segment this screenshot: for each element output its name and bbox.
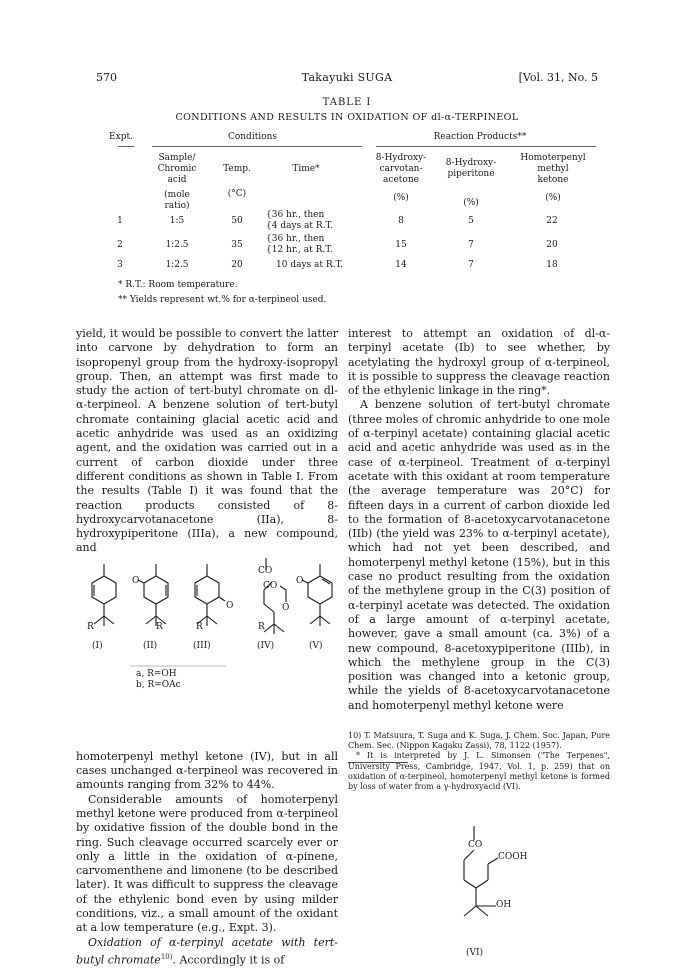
atom-label: OH [496, 900, 512, 910]
structure-VI [450, 820, 540, 970]
col-head-expt: Expt. [109, 132, 133, 142]
right-column [348, 327, 610, 792]
head-rule-expt [118, 146, 134, 147]
atom-label: O [226, 601, 234, 611]
col-p2-header: 8-Hydroxy- piperitone (%) [445, 158, 497, 208]
table-caption: CONDITIONS AND RESULTS IN OXIDATION OF dl-α-TERPINEOL [175, 112, 519, 123]
structure-II [138, 564, 168, 626]
table-note-2: ** Yields represent wt.% for α-terpineol used. [118, 295, 327, 305]
atom-label: R [156, 622, 163, 632]
footnote-star: * It is interpreted by J. L. Simonsen ("The Terpenes", University Press, Cambridge, 1947, Vol. 1, p. 259) that on oxidation of α-terpineol, homoterpenyl methyl ketone is formed by loss of water from a γ-hydroxyacid (VI). [348, 751, 610, 792]
footnote-10: 10) T. Matsuura, T. Suga and K. Suga, J. Chem. Soc. Japan, Pure Chem. Sec. (Nippon Kagaku Zassi), 78, 1122 (1957). [348, 731, 610, 751]
paragraph: Considerable amounts of homoterpenyl methyl ketone were produced from α-terpineol by oxidative fission of the double bond in the ring. Such cleavage occurred scarcely ever or only a little in the oxidation of α-pinene, carvomenthene and limonene (to be described later). It was difficult to suppress the cleavage of the ethylenic bond even by using milder conditions, viz., a small amount of the oxidant at a low temperature (e.g., Expt. 3). [76, 792, 338, 935]
structure-label: (VI) [466, 948, 484, 958]
structure-label: (III) [193, 641, 211, 651]
col-p1-header: 8-Hydroxy- carvotan- acetone (%) [375, 153, 427, 203]
col-head-conditions: Conditions [227, 132, 278, 142]
structure-label: (V) [309, 641, 323, 651]
structure-label: (II) [143, 641, 158, 651]
paragraph: homoterpenyl methyl ketone (IV), but in all cases unchanged α-terpineol was recovered in amounts ranging from 32% to 44%. [76, 749, 338, 792]
atom-label: COOH [498, 852, 528, 862]
col-temp-header: Temp. (°C) [223, 164, 251, 199]
head-rule-products [376, 146, 596, 147]
col-time-header: Time* [292, 164, 320, 174]
atom-label: O [282, 603, 290, 613]
table-number: TABLE I [322, 97, 372, 108]
atom-label: O [132, 576, 140, 586]
atom-label: CO [263, 581, 278, 591]
atom-label: CO [258, 566, 273, 576]
atom-label: R [196, 622, 203, 632]
volume-info: [Vol. 31, No. 5 [518, 71, 598, 84]
atom-label: CO [468, 840, 483, 850]
atom-label: R [258, 622, 265, 632]
structure-label: (IV) [257, 641, 275, 651]
col-head-products: Reaction Products** [433, 132, 527, 142]
section-heading: Oxidation of α-terpinyl acetate with tert-butyl chromate [76, 935, 338, 967]
author-name: Takayuki SUGA [301, 71, 393, 84]
head-rule-conditions [152, 146, 362, 147]
structure-III [195, 564, 225, 626]
footnote-rule [348, 762, 408, 763]
paragraph: yield, it would be possible to convert the latter into carvone by dehydration to form an isopropenyl group from the hydroxy-isopropyl group. Then, an attempt was first made to study the action of tert-butyl chromate on dl-α-terpineol. A benzene solution of tert-butyl chromate containing glacial acetic acid and acetic anhydride was used as an oxidizing agent, and the oxidation was carried out in a current of carbon dioxide under three different conditions as shown in Table I. From the results (Table I) it was found that the reaction products consisted of 8-hydroxycarvotanacetone (IIa), 8-hydroxypiperitone (IIIa), a new compound, and [76, 327, 338, 555]
paragraph: Oxidation of α-terpinyl acetate with tert-butyl chromate$^{10)}$. Accordingly it is of [76, 935, 338, 967]
substituent-a: a, R=OH [136, 669, 177, 679]
substituent-b: b, R=OAc [136, 680, 181, 690]
running-header [96, 71, 598, 87]
structure-label: (I) [92, 641, 103, 651]
structure-V [302, 564, 332, 626]
table-note-1: * R.T.: Room temperature. [118, 280, 238, 290]
col-p3-header: Homoterpenyl methyl ketone (%) [520, 153, 586, 203]
structure-I [92, 564, 116, 626]
paragraph: A benzene solution of tert-butyl chromate (three moles of chromic anhydride to one mole of α-terpinyl acetate) containing glacial acetic acid and acetic anhydride was used as in the case of α-terpineol. Treatment of α-terpinyl acetate with this oxidant at room temperature (the average temperature was 20°C) for fifteen days in a current of carbon dioxide led to the formation of 8-acetoxycarvotanacetone (IIb) (the yield was 23% to α-terpinyl acetate), which had not yet been described, and homoterpenyl methyl ketone (15%), but in this case no product resulting from the oxidation of the methylene group in the C(3) position of α-terpinyl acetate was detected. The oxidation of a large amount of α-terpinyl acetate, however, gave a small amount (ca. 3%) of a new compound, 8-acetoxypiperitone (IIIb), in which the methylene group in the C(3) position was changed into a ketonic group, while the yields of 8-acetoxycarvotanacetone and homoterpenyl methyl ketone were [348, 398, 610, 712]
page: 570 Takayuki SUGA [Vol. 31, No. 5 TABLE I CONDITIONS AND RESULTS IN OXIDATION OF dl-α-TERPINEOL Expt. Conditions Reaction Products** Sample/ Chromic acid (mole ratio) Temp. (°C) Time* 8-Hydroxy- carvotan- acetone (%) 8-Hydroxy- piperitone (%) Homoterpenyl methyl ketone (%) 1 1:5 50 {36 hr., then {4 days at R.T. 8 5 22 2 1:2.5 35 {36 hr., then {12 hr., at R.T. 15 7 20 3 1:2.5 20 10 days at R.T. 14 7 18 * R.T.: Room temperature. ** Yields represent wt.% for α-terpineol used. yield, it would be possible to convert the latter into carvone by dehydration to form an isopropenyl group from the hydroxy-isopropyl group. Then, an attempt was first made to study the action of tert-butyl chromate on dl-α-terpineol. A benzene solution of tert-butyl chromate containing glacial acetic acid and acetic anhydride was used as an oxidizing agent, and the oxidation was carried out in a current of carbon dioxide under three different conditions as shown in Table I. From the results (Table I) it was found that the reaction products consisted of 8-hydroxycarvotanacetone (IIa), 8-hydroxypiperitone (IIIa), a new compound, and homoterpenyl methyl ketone (IV), but in all cases unchanged α-terpineol was recovered in amounts ranging from 32% to 44%. Considerable amounts of homoterpenyl methyl ketone were produced from α-terpineol by oxidative fission of the double bond in the ring. Such cleavage occurred scarcely ever or only a little in the oxidation of α-pinene, carvomenthene and limonene (to be described later). It was difficult to suppress the cleavage of the ethylenic bond even by using milder conditions, viz., a small amount of the oxidant at a low temperature (e.g., Expt. 3). Oxidation of α-terpinyl acetate with tert-butyl chromate$^{10)}$. Accordingly it is of O O CO CO O O R R R R (I) (II) (III) (IV) (V) a, R=OH b, R=OAc interest to attempt an oxidation of dl-α-terpinyl acetate (Ib) to see whether, by acetylating the hydroxyl group of α-terpineol, it is possible to suppress the cleavage reaction of the ethylenic linkage in the ring*. A benzene solution of tert-butyl chromate (three moles of chromic anhydride to one mole of α-terpinyl acetate) containing glacial acetic acid and acetic anhydride was used as in the case of α-terpineol. Treatment of α-terpinyl acetate with this oxidant at room temperature (the average temperature was 20°C) for fifteen days in a current of carbon dioxide led to the formation of 8-acetoxycarvotanacetone (IIb) (the yield was 23% to α-terpinyl acetate), which had not yet been described, and homoterpenyl methyl ketone (15%), but in this case no product resulting from the oxidation of the methylene group in the C(3) position of α-terpinyl acetate was detected. The oxidation of a large amount of α-terpinyl acetate, however, gave a small amount (ca. 3%) of a new compound, 8-acetoxypiperitone (IIIb), in which the methylene group in the C(3) position was changed into a ketonic group, while the yields of 8-acetoxycarvotanacetone and homoterpenyl methyl ketone were 10) T. Matsuura, T. Suga and K. Suga, J. Chem. Soc. Japan, Pure Chem. Sec. (Nippon Kagaku Zassi), 78, 1122 (1957). * It is interpreted by J. L. Simonsen ("The Terpenes", University Press, Cambridge, 1947, Vol. 1, p. 259) that on oxidation of α-terpineol, homoterpenyl methyl ketone is formed by loss of water from a γ-hydroxyacid (VI). CO COOH OH (VI) [0, 0, 688, 972]
page-number: 570 [96, 71, 117, 84]
atom-label: R [87, 622, 94, 632]
col-ratio-header: Sample/ Chromic acid (mole ratio) [157, 153, 197, 211]
paragraph: interest to attempt an oxidation of dl-α-terpinyl acetate (Ib) to see whether, by acetylating the hydroxyl group of α-terpineol, it is possible to suppress the cleavage reaction of the ethylenic linkage in the ring*. [348, 327, 610, 398]
atom-label: O [296, 576, 304, 586]
